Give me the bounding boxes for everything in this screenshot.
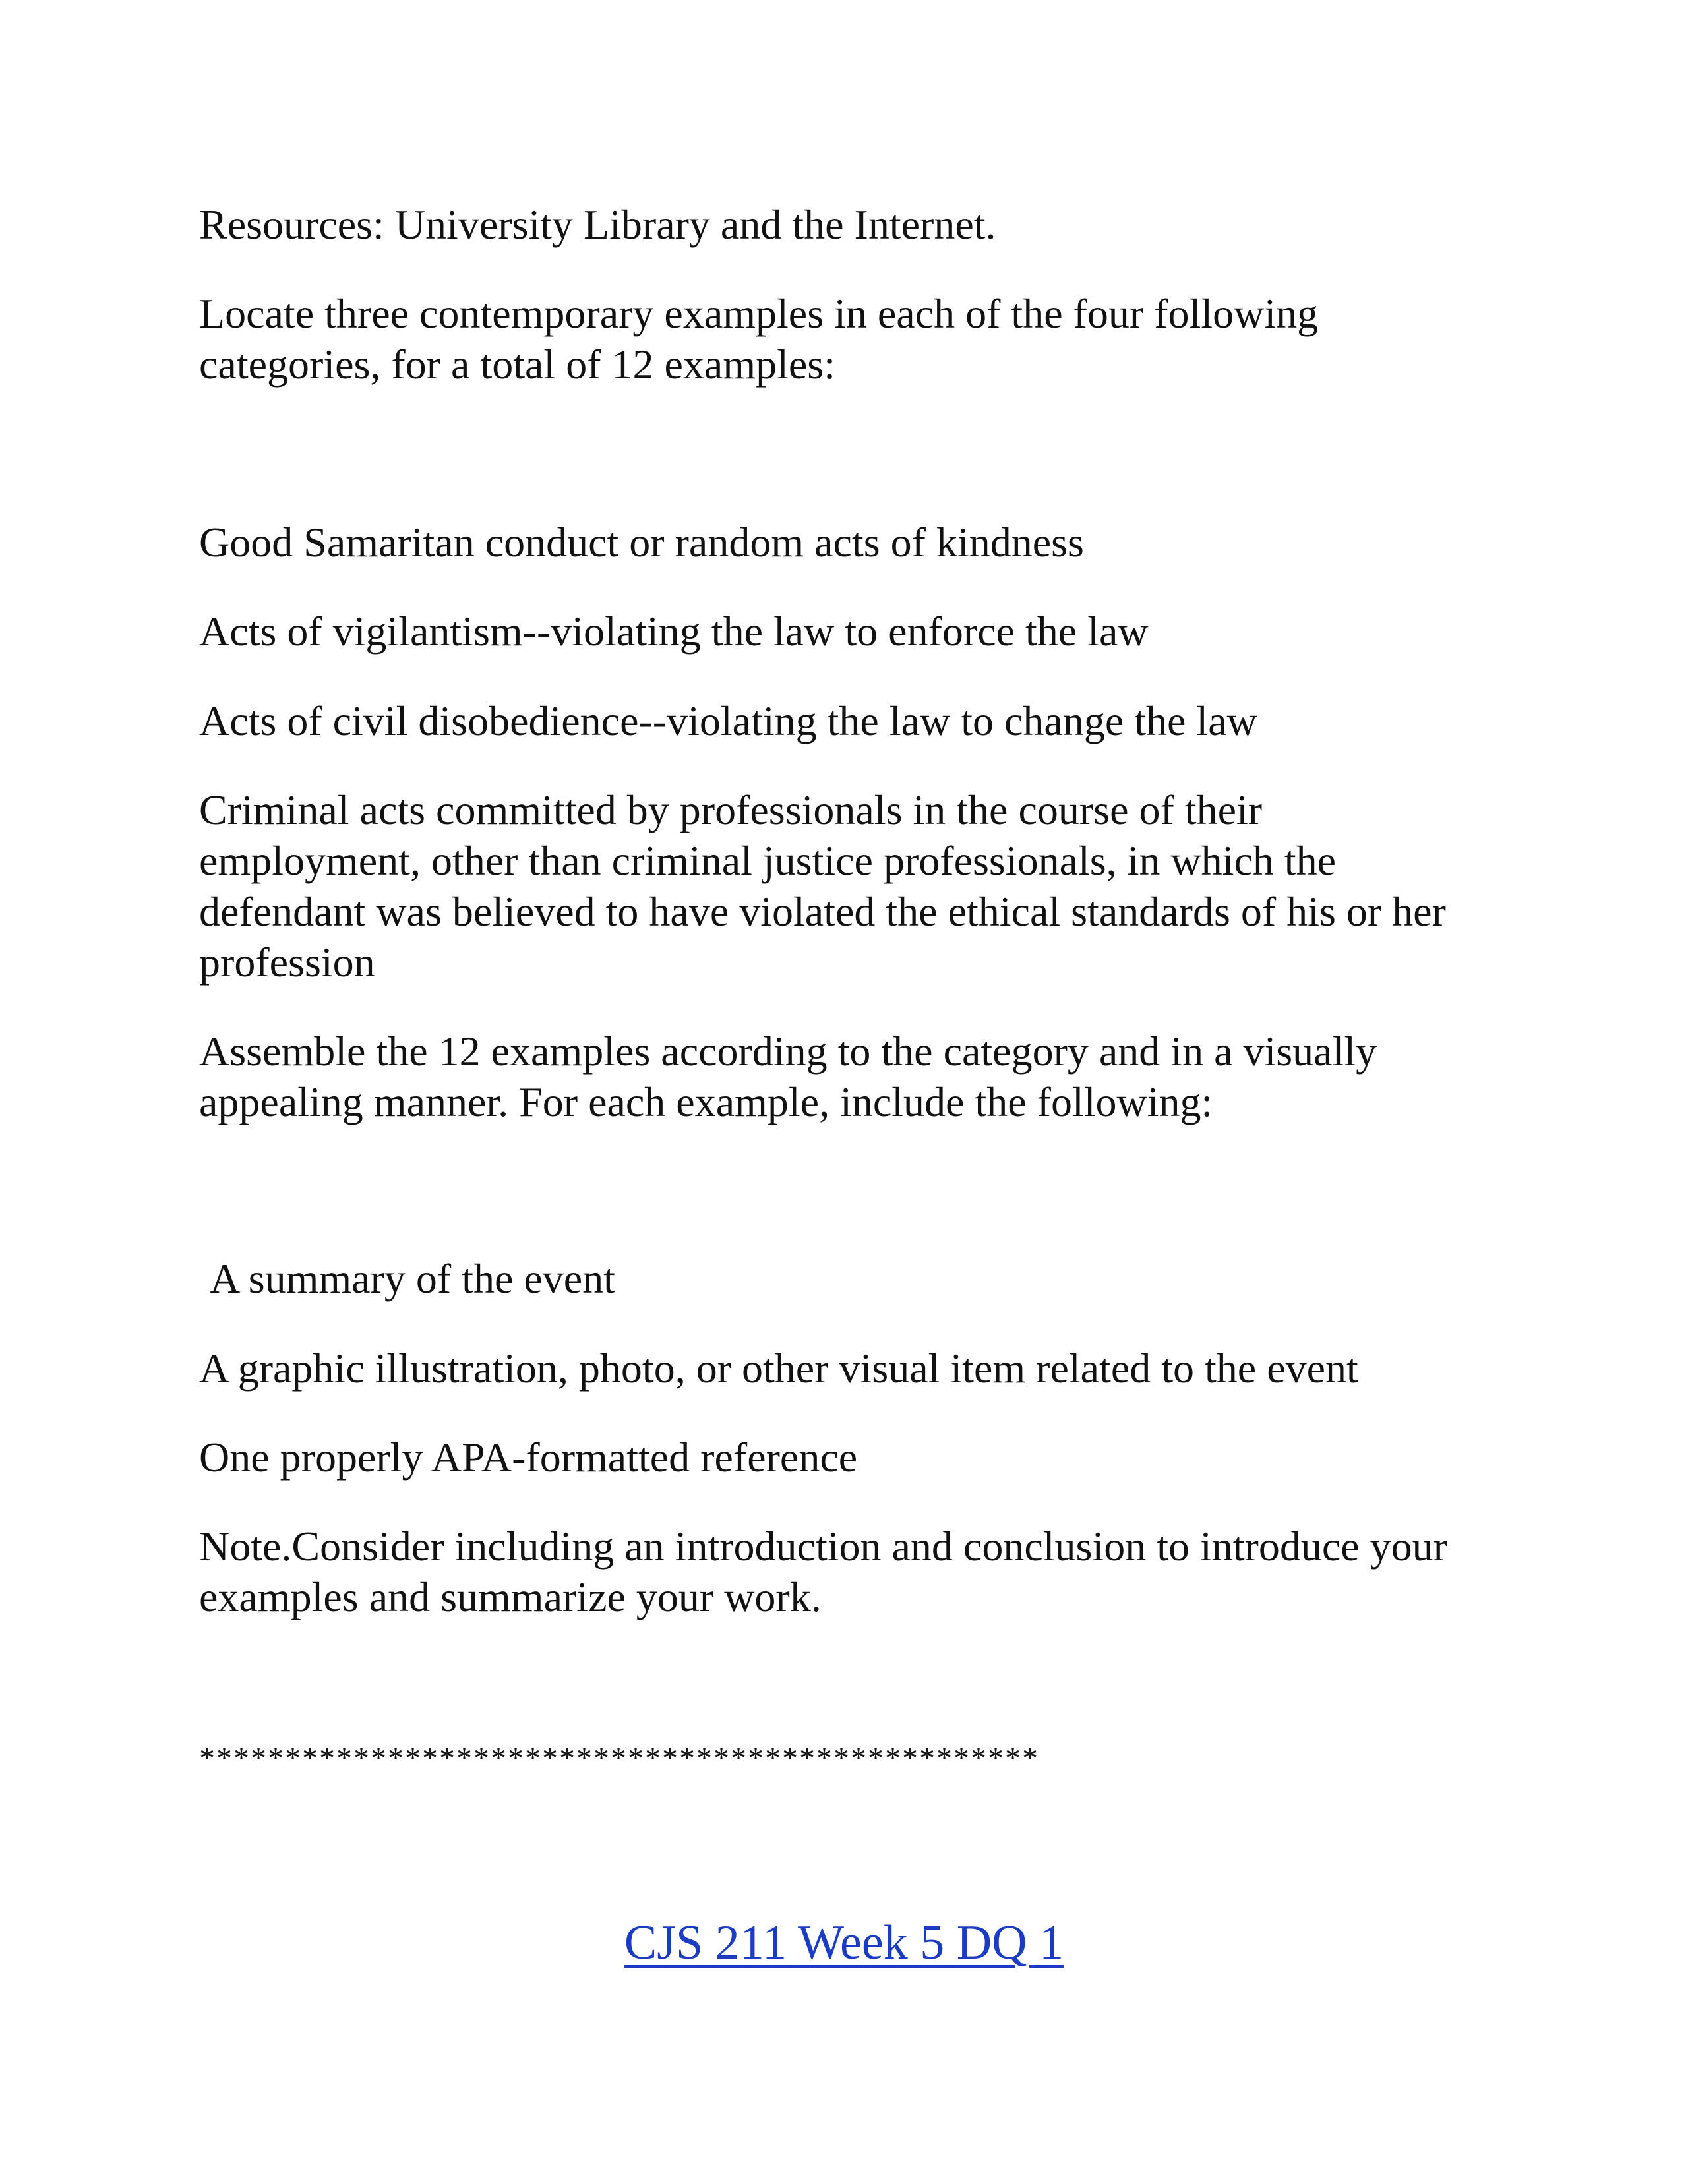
week5-dq1-link[interactable]: CJS 211 Week 5 DQ 1 (624, 1916, 1064, 1970)
category-civil-disobedience: Acts of civil disobedience--violating the law to change the law (199, 697, 1257, 744)
requirement-reference: One properly APA-formatted reference (199, 1434, 858, 1481)
requirement-graphic: A graphic illustration, photo, or other visual item related to the event (199, 1345, 1358, 1392)
category-professional-crimes: Criminal acts committed by professionals in the course of their employment, other than criminal justice professionals, in which the defendant was believed to have violated the ethical standards of his or her profession (199, 786, 1457, 986)
category-good-samaritan: Good Samaritan conduct or random acts of kindness (199, 519, 1084, 566)
link-container (0, 1915, 1688, 1971)
assemble-paragraph: Assemble the 12 examples according to the category and in a visually appealing manner. For each example, include the following: (199, 1028, 1388, 1125)
separator-line: ************************************************* (199, 1741, 1039, 1776)
category-vigilantism: Acts of vigilantism--violating the law to enforce the law (199, 608, 1149, 655)
requirement-summary: A summary of the event (199, 1255, 615, 1302)
note-paragraph: Note.Consider including an introduction and conclusion to introduce your examples and summarize your work. (199, 1523, 1458, 1620)
resources-line: Resources: University Library and the Internet. (199, 201, 996, 248)
intro-paragraph: Locate three contemporary examples in each of the four following categories, for a total of 12 examples: (199, 290, 1329, 388)
